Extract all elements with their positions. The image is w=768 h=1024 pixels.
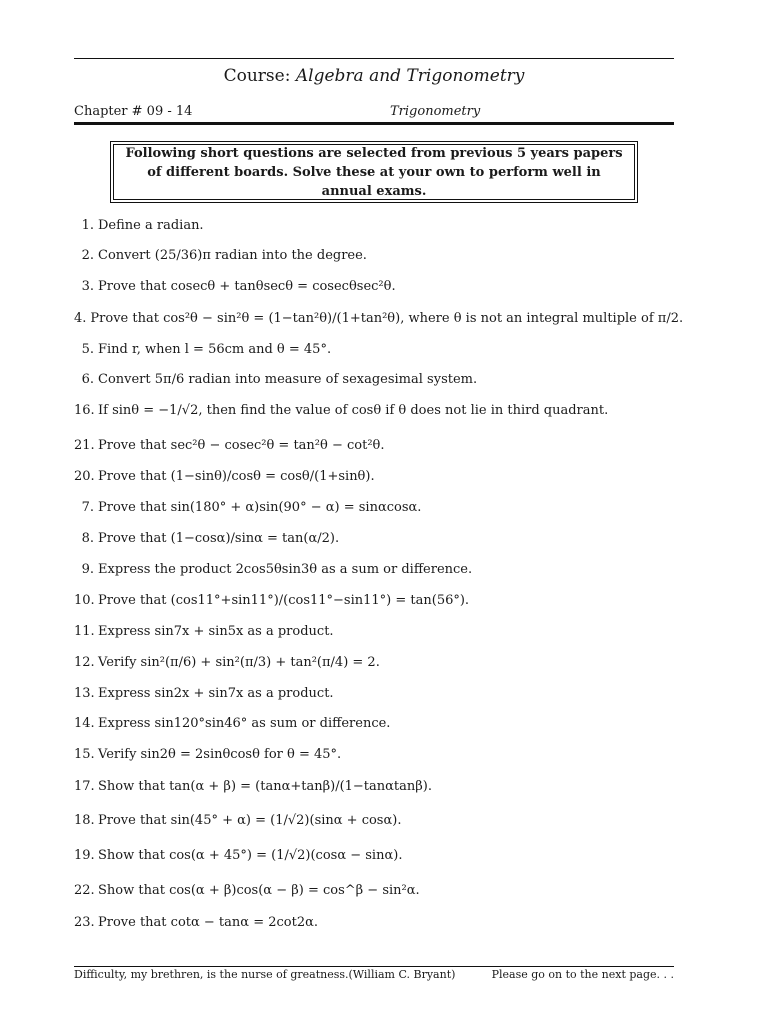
question-text: Define a radian.: [98, 217, 204, 233]
topic-label: Trigonometry: [390, 104, 481, 119]
course-title: [74, 66, 674, 86]
question-text: Show that tan(α + β) = (tanα+tanβ)/(1−tanαtanβ).: [98, 778, 433, 794]
question-text: Prove that cosecθ + tanθsecθ = cosecθsec²θ.: [98, 278, 396, 294]
question-text: Prove that sin(45° + α) = (1/√2)(sinα + cosα).: [98, 812, 402, 828]
question-number: 4.: [74, 310, 87, 326]
question-item: [74, 879, 674, 901]
question-number: 18.: [74, 812, 95, 828]
question-number: 15.: [74, 746, 95, 762]
course-prefix: Course:: [223, 66, 291, 86]
question-number: 21.: [74, 437, 95, 453]
question-text: Prove that (cos11°+sin11°)/(cos11°−sin11°) = tan(56°).: [98, 592, 470, 608]
question-number: 9.: [81, 561, 94, 577]
question-text: Express sin120°sin46° as sum or difference.: [98, 715, 391, 731]
question-text: Prove that sec²θ − cosec²θ = tan²θ − cot²θ.: [98, 437, 385, 453]
question-number: 14.: [74, 715, 95, 731]
question-text: Prove that (1−cosα)/sinα = tan(α/2).: [98, 530, 340, 546]
question-text: Show that cos(α + 45°) = (1/√2)(cosα − sinα).: [98, 847, 403, 863]
question-text: Find r, when l = 56cm and θ = 45°.: [98, 341, 332, 357]
question-number: 8.: [81, 530, 94, 546]
question-text: Verify sin²(π/6) + sin²(π/3) + tan²(π/4) = 2.: [98, 654, 380, 670]
question-text: Prove that (1−sinθ)/cosθ = cosθ/(1+sinθ).: [98, 468, 375, 484]
question-item: [74, 651, 674, 673]
question-text: If sinθ = −1/√2, then find the value of cosθ if θ does not lie in third quadrant.: [98, 402, 609, 418]
question-item: [74, 809, 674, 831]
question-item: [74, 368, 674, 390]
question-item: [74, 338, 674, 360]
question-number: 10.: [74, 592, 95, 608]
question-number: 11.: [74, 623, 95, 639]
question-item: [74, 620, 674, 642]
question-number: 12.: [74, 654, 95, 670]
question-text: Prove that cos²θ − sin²θ = (1−tan²θ)/(1+tan²θ), where θ is not an integral multiple of π/2.: [90, 310, 684, 326]
question-item: [74, 589, 674, 611]
question-item: [74, 558, 674, 580]
footer-quote: Difficulty, my brethren, is the nurse of greatness.(William C. Bryant): [74, 968, 456, 981]
question-item: [74, 214, 674, 236]
top-rule: [74, 58, 674, 59]
question-number: 16.: [74, 402, 95, 418]
question-item: [74, 399, 674, 421]
question-item: [74, 527, 674, 549]
question-number: 2.: [81, 247, 94, 263]
question-text: Convert 5π/6 radian into measure of sexagesimal system.: [98, 371, 478, 387]
question-item: [74, 911, 674, 933]
question-text: Express sin7x + sin5x as a product.: [98, 623, 334, 639]
footer-rule: [74, 966, 674, 967]
question-text: Prove that cotα − tanα = 2cot2α.: [98, 914, 318, 930]
question-text: Express the product 2cos5θsin3θ as a sum or difference.: [98, 561, 473, 577]
question-item: [74, 775, 674, 797]
question-number: 20.: [74, 468, 95, 484]
question-number: 22.: [74, 882, 95, 898]
question-number: 1.: [81, 217, 94, 233]
question-item: [74, 496, 674, 518]
question-item: [74, 465, 674, 487]
question-text: Prove that sin(180° + α)sin(90° − α) = sinαcosα.: [98, 499, 422, 515]
question-item: [74, 712, 674, 734]
chapter-label: Chapter # 09 - 14: [74, 104, 193, 119]
notice-text: Following short questions are selected from previous 5 years papers of different boards. Solve these at your own to perform well in annual exams.: [113, 144, 635, 200]
question-item: [74, 682, 674, 704]
question-item: [74, 434, 674, 456]
question-number: 19.: [74, 847, 95, 863]
question-number: 5.: [81, 341, 94, 357]
question-item: [74, 275, 674, 297]
question-text: Verify sin2θ = 2sinθcosθ for θ = 45°.: [98, 746, 342, 762]
question-number: 23.: [74, 914, 95, 930]
notice-box: [110, 141, 638, 203]
question-item: [74, 307, 684, 329]
question-item: [74, 244, 674, 266]
question-number: 17.: [74, 778, 95, 794]
question-number: 3.: [81, 278, 94, 294]
footer-next-page: Please go on to the next page. . .: [491, 968, 674, 981]
question-text: Convert (25/36)π radian into the degree.: [98, 247, 367, 263]
question-number: 6.: [81, 371, 94, 387]
question-text: Express sin2x + sin7x as a product.: [98, 685, 334, 701]
question-item: [74, 844, 674, 866]
header-rule: [74, 122, 674, 125]
question-text: Show that cos(α + β)cos(α − β) = cos^β − sin²α.: [98, 882, 420, 898]
question-item: [74, 743, 674, 765]
question-number: 7.: [81, 499, 94, 515]
question-number: 13.: [74, 685, 95, 701]
course-name: Algebra and Trigonometry: [295, 66, 525, 86]
